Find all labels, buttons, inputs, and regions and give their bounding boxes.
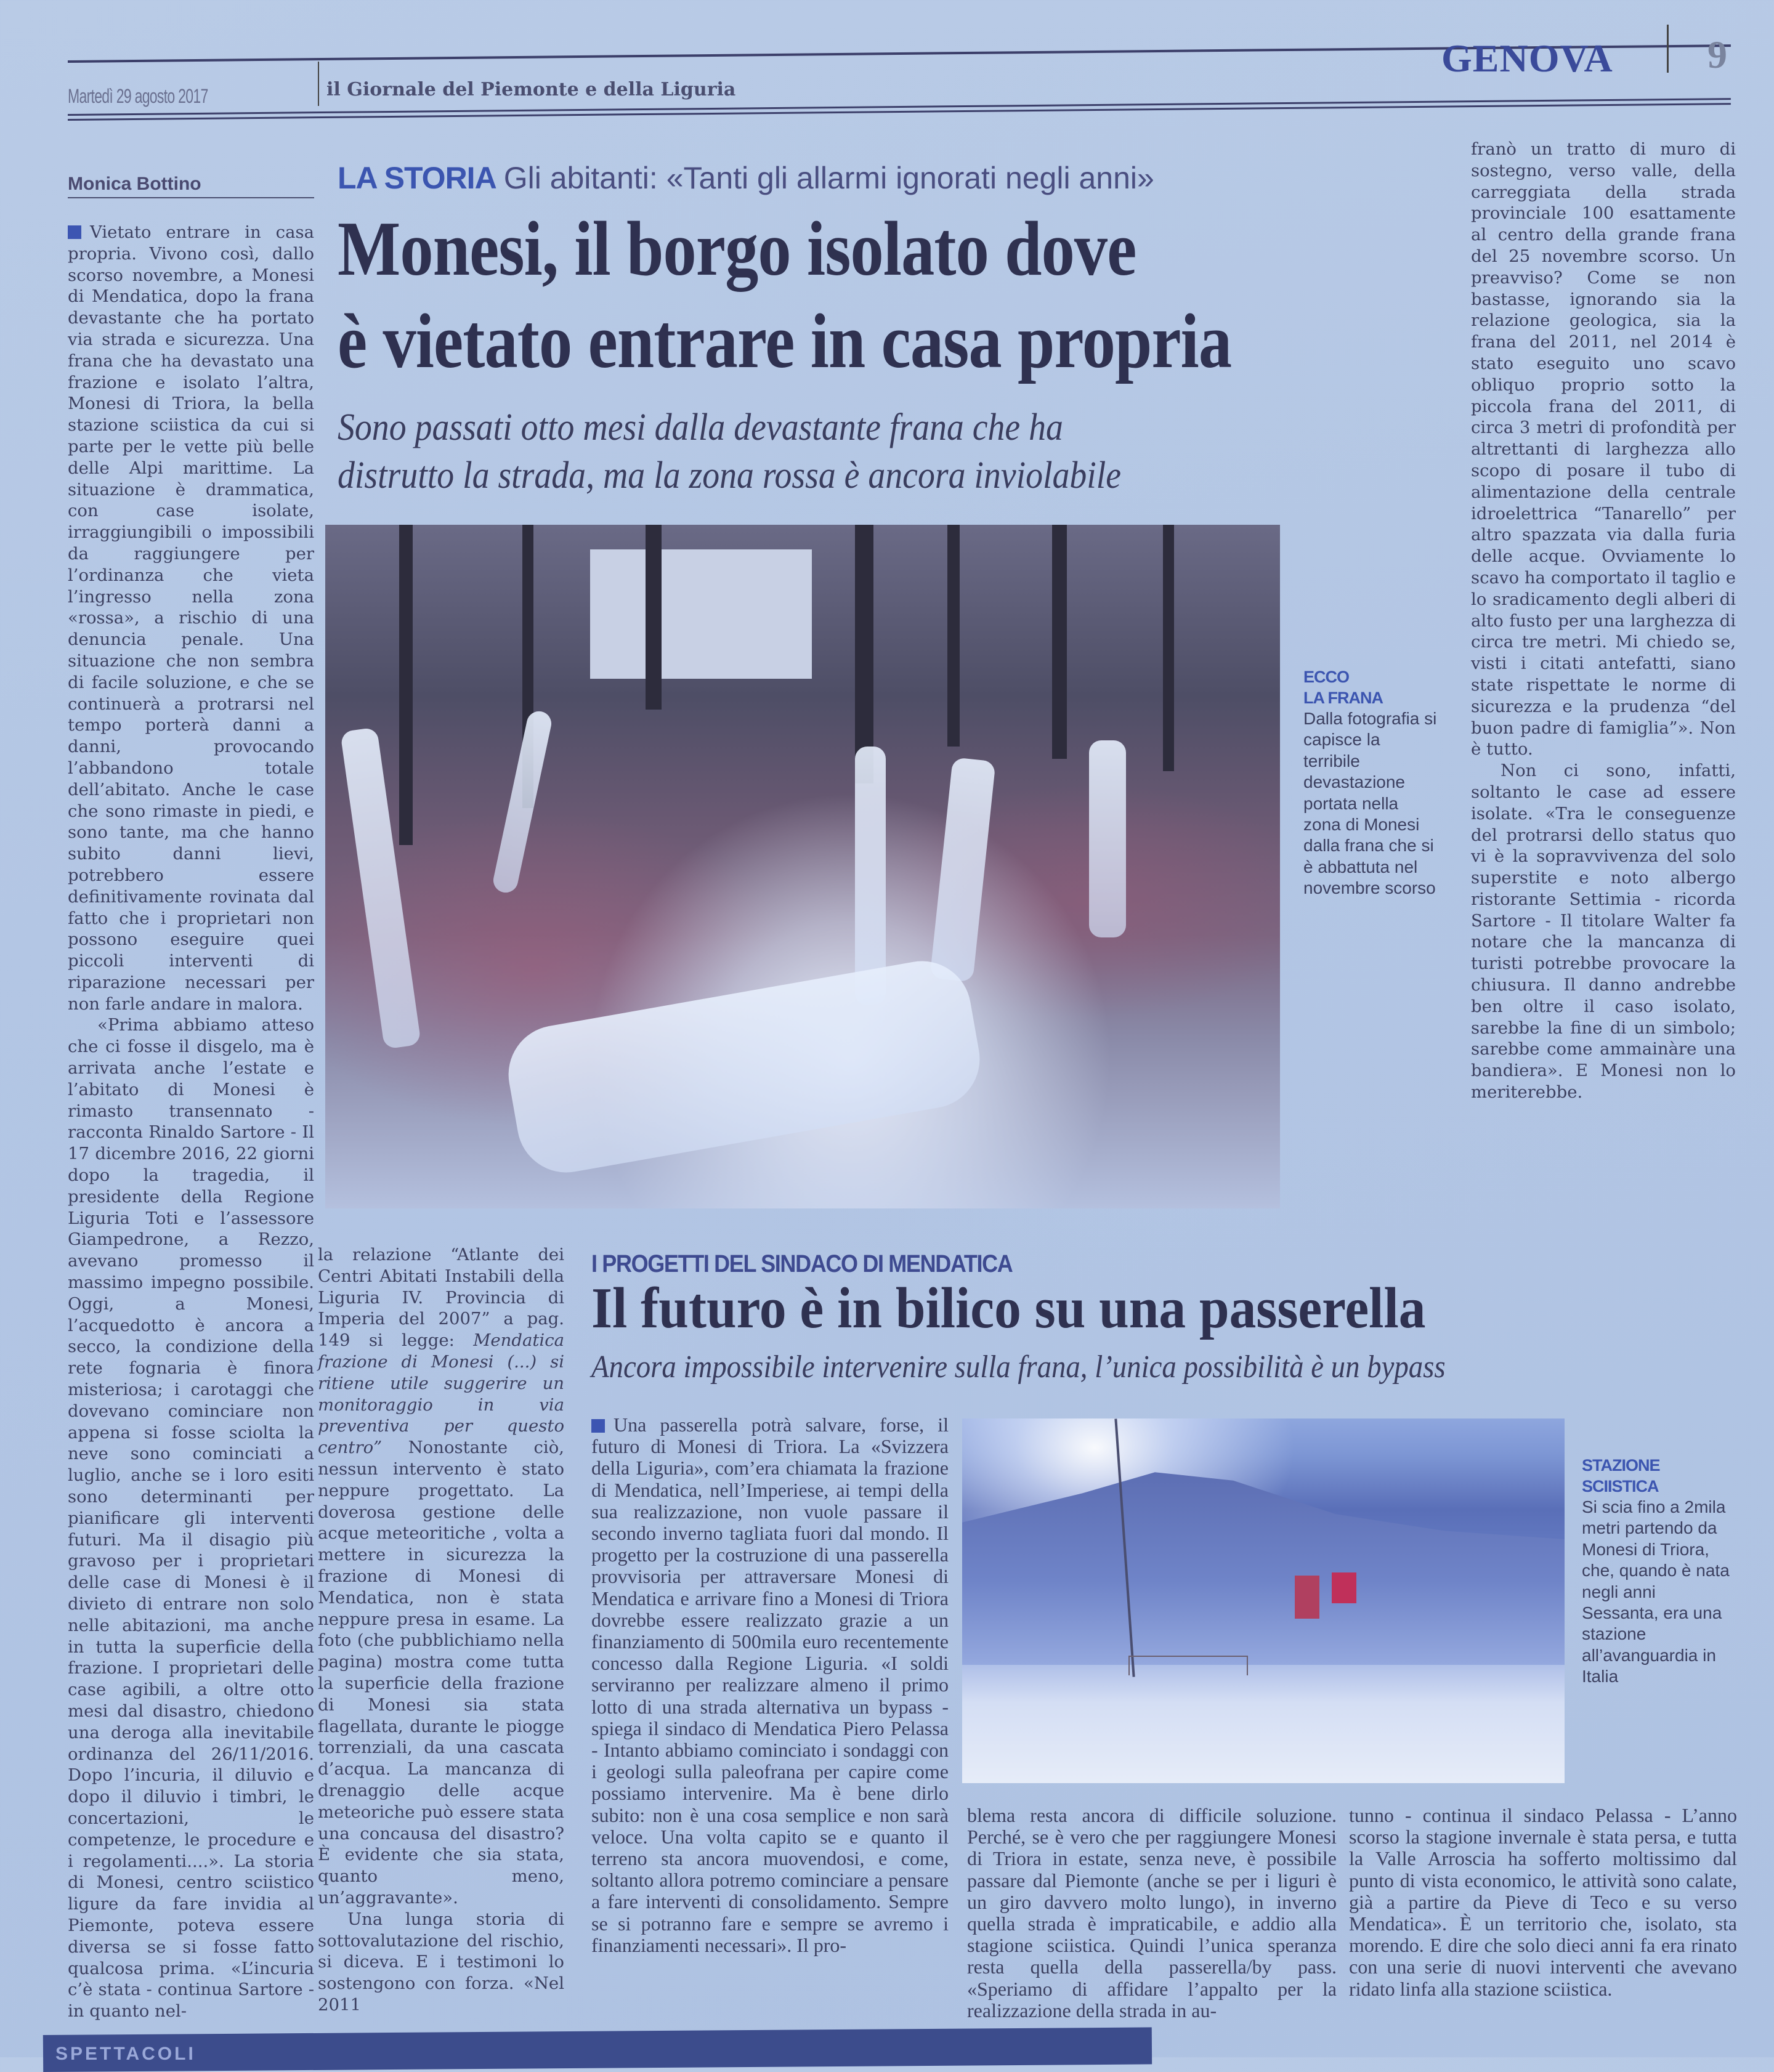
kicker-label: LA STORIA xyxy=(338,161,496,195)
photo-fence xyxy=(1128,1656,1248,1675)
newspaper-name: il Giornale del Piemonte e della Liguria xyxy=(326,79,736,100)
landslide-photo xyxy=(325,525,1280,1208)
photo-tree xyxy=(947,525,960,747)
photo-lift-station xyxy=(1295,1576,1319,1619)
article1-column-right xyxy=(1471,139,1736,1103)
photo-waterfall xyxy=(1089,740,1126,937)
article2-subhead: Ancora impossibile intervenire sulla frana, l’unica possibilità è un bypass xyxy=(591,1350,1446,1385)
subhead-line-1: Sono passati otto mesi dalla devastante frana che ha xyxy=(338,407,1063,448)
headline-line-1: Monesi, il borgo isolato dove xyxy=(338,206,1136,292)
photo-waterfall xyxy=(930,757,995,982)
page-number-divider xyxy=(1667,25,1669,73)
photo-tree xyxy=(646,525,662,710)
next-section-banner xyxy=(43,2027,1152,2072)
article2-column-1 xyxy=(591,1414,949,1956)
article1-subhead xyxy=(338,403,1391,500)
article2-headline: Il futuro è in bilico su una passerella xyxy=(591,1276,1426,1340)
kicker-text: Gli abitanti: «Tanti gli allarmi ignorati negli anni» xyxy=(503,161,1154,195)
quoted-report: Mendatica frazione di Monesi (...) si ritiene utile suggerire un monitoraggio in via preventiva per questo centro” xyxy=(318,1330,564,1458)
ski-station-photo xyxy=(962,1418,1565,1783)
photo-torrent xyxy=(501,953,987,1180)
caption-title: LA FRANA xyxy=(1303,689,1383,707)
byline: Monica Bottino xyxy=(68,174,314,198)
caption-title: SCIISTICA xyxy=(1582,1477,1659,1495)
photo-tree xyxy=(1052,525,1067,759)
photo-tree xyxy=(855,525,873,783)
photo-tree xyxy=(1163,525,1174,771)
section-title: GENOVA xyxy=(1441,36,1613,80)
page-number: 9 xyxy=(1707,33,1727,76)
issue-date: Martedì 29 agosto 2017 xyxy=(68,85,208,107)
landslide-photo-caption xyxy=(1303,666,1439,899)
photo-mountain xyxy=(962,1455,1565,1665)
paragraph: tunno - continua il sindaco Pelassa - L’anno scorso la stagione invernale è stata persa, e tutta la Valle Arroscia ha sofferto moltissimo dal punto di vista economico, le attività sono calate, già a partire da Pieve di Teco e su verso Mendatica». È un territorio che, isolato, sta morendo. E dire che solo dieci anni fa era rinato con una serie di nuovi interventi che avevano ridato linfa alla stazione sciistica. xyxy=(1349,1804,1737,2000)
article1-headline xyxy=(338,203,1291,388)
photo-tree xyxy=(399,525,413,845)
article1-kicker xyxy=(338,160,1154,196)
article1-column-left xyxy=(68,222,314,2022)
paragraph-bullet-icon xyxy=(591,1419,605,1433)
subhead-line-2: distrutto la strada, ma la zona rossa è ancora inviolabile xyxy=(338,455,1122,496)
caption-text: Dalla fotografia si capisce la terribile devastazione portata nella zona di Monesi dalla frana che si è abbattuta nel novembre scorso xyxy=(1303,709,1437,898)
paragraph-bullet-icon xyxy=(68,225,81,239)
paragraph: «Prima abbiamo atteso che ci fosse il disgelo, ma è arrivata anche l’estate e l’abitato di Monesi è rimasto transennato - racconta Rinaldo Sartore - Il 17 dicembre 2016, 22 giorni dopo la tragedia, il presidente della Regione Liguria Toti e l’assessore Giampedrone, a Rezzo, avevano promesso il massimo impegno possibile. Oggi, a Monesi, l’acquedotto è ancora a secco, la condizione della rete fognaria è finora misteriosa; i carotaggi che dovevano cominciare non appena si fosse sciolta la neve sono cominciati a luglio, anche se i loro esiti sono determinanti per pianificare gli interventi futuri. Ma il disagio più gravoso per i proprietari delle case di Monesi è il divieto di entrare non solo nelle abitazioni, ma anche in tutta la superficie della frazione. I proprietari delle case agibili, a oltre otto mesi dal disastro, chiedono una deroga alla inevitabile ordinanza del 26/11/2016. Dopo l’incuria, il diluvio e dopo il diluvio i timbri, le concertazioni, le competenze, le procedure e i regolamenti....». La storia di Monesi, centro sciistico ligure da fare invidia al Piemonte, poteva essere diversa se si fosse fatto qualcosa prima. «L’incuria c’è stata - continua Sartore - in quanto nel- xyxy=(68,1015,314,2021)
article2-kicker: I PROGETTI DEL SINDACO DI MENDATICA xyxy=(591,1250,1013,1277)
photo-hut xyxy=(1332,1572,1356,1603)
paragraph: franò un tratto di muro di sostegno, verso valle, della carreggiata della strada provinciale 100 esattamente al centro della grande frana del 25 novembre scorso. Un preavviso? Come se non bastasse, ignorando sia la relazione geologica, sia la frana del 2011, nel 2014 è stato eseguito uno scavo obliquo proprio sotto la piccola frana del 2011, di circa 3 metri di profondità per altrettanti di larghezza allo scopo di posare il tubo di alimentazione della centrale idroelettrica “Tanarello” per altro spazzata via dalla furia delle acque. Ovviamente lo scavo ha comportato il taglio e lo sradicamento degli alberi di alto fusto per una larghezza di circa tre metri. Mi chiedo se, visti i citati antefatti, siano state rispettate le norme di sicurezza e la prudenza “del buon padre di famiglia”». Non è tutto. xyxy=(1471,139,1736,759)
paragraph: blema resta ancora di difficile soluzione. Perché, se è vero che per raggiungere Monesi di Triora in estate, senza neve, è possibile passare dal Piemonte (anche se per i liguri è un giro davvero molto lungo), in inverno quella strada è impraticabile, e addio alla stagione sciistica. Quindi l’unica speranza resta quella della passerella/by pass. «Speriamo di affidare l’appalto per la realizzazione della strada in au- xyxy=(967,1804,1337,2021)
next-section-label: SPETTACOLI xyxy=(55,2044,196,2064)
caption-title: ECCO xyxy=(1303,668,1350,686)
paragraph: Una passerella potrà salvare, forse, il futuro di Monesi di Triora. La «Svizzera della Liguria», com’era chiamata la frazione di Mendatica, nell’Imperiese, ai tempi della sua realizzazione, non vuole passare il secondo inverno tagliata fuori dal mondo. Il progetto per la costruzione di una passerella provvisoria per attraversare Monesi di Mendatica e arrivare fino a Monesi di Triora dovrebbe essere realizzato grazie a un finanziamento di 500mila euro recentemente concesso dalla Regione Liguria. «I soldi serviranno per realizzare almeno il primo lotto di una strada alternativa un bypass - spiega il sindaco di Mendatica Piero Pelassa - Intanto abbiamo cominciato i sondaggi con i geologi sulla paleofrana per capire come possiamo intervenire. Ma è bene dirlo subito: non è una cosa semplice e non sarà veloce. Una volta capito se e quanto il terreno sta ancora muovendosi, e come, soltanto allora potremo cominciare a pensare a fare interventi di consolidamento. Sempre se si potranno fare e sempre se avremo i finanziamenti necessari». Il pro- xyxy=(591,1414,949,1956)
paragraph: Una lunga storia di sottovalutazione del rischio, si diceva. E i testimoni lo sostengono con forza. «Nel 2011 xyxy=(318,1909,564,2015)
paragraph: la relazione “Atlante dei Centri Abitati Instabili della Liguria IV. Provincia di Imperia del 2007” a pag. 149 si legge: Mendatica frazione di Monesi (...) si ritiene utile suggerire un monitoraggio in via preventiva per questo centro” Nonostante ciò, nessun intervento è stato neppure progettato. La doverosa gestione delle acque meteoritiche , volta a mettere in sicurezza la frazione di Monesi di Mendatica, non è stata neppure presa in esame. La foto (che pubblichiamo nella pagina) mostra come tutta la superficie della frazione di Monesi sia stata flagellata, durante le piogge torrenziali, da una cascata d’acqua. La mancanza di drenaggio delle acque meteoriche può essere stata una concausa del disastro? È evidente che sia stata, quanto meno, un’aggravante». xyxy=(318,1245,564,1908)
photo-waterfall xyxy=(855,747,886,1005)
photo-house xyxy=(590,549,812,679)
paragraph: Non ci sono, infatti, soltanto le case ad essere isolate. «Tra le conseguenze del protrarsi dello status quo vi è la sopravvivenza del solo superstite e noto albergo ristorante Settimia - ricorda Sartore - Il titolare Walter fa notare che la mancanza di turisti potrebbe provocare la chiusura. Il danno andrebbe ben oltre il caso isolato, sarebbe la fine di un simbolo; sarebbe come ammainàre una bandiera». E Monesi non lo meriterebbe. xyxy=(1471,761,1736,1103)
caption-title: STAZIONE xyxy=(1582,1456,1660,1475)
caption-text: Si scia fino a 2mila metri partendo da Monesi di Triora, che, quando è nata negli anni Sessanta, era una stazione all’avanguardia in Italia xyxy=(1582,1497,1730,1686)
paragraph: Vietato entrare in casa propria. Vivono così, dallo scorso novembre, a Monesi di Mendatica, dopo la frana devastante che ha portato via strada e sicurezza. Una frana che ha devastato una frazione e isolato l’altra, Monesi di Triora, la bella stazione sciistica da cui si parte per le vette più belle delle Alpi marittime. La situazione è drammatica, con case isolate, irraggiungibili o impossibili da raggiungere per l’ordinanza che vieta l’ingresso nella zona «rossa», a rischio di una denuncia penale. Una situazione che non sembra di facile soluzione, e che se continuerà a protrarsi nel tempo porterà danni a danni, provocando l’abbandono totale dell’abitato. Anche le case che sono rimaste in piedi, e sono tante, ma che hanno subito danni lievi, potrebbero essere definitivamente rovinata dal fatto che i proprietari non possono eseguire quei piccoli interventi di riparazione necessari per non farle andare in malora. xyxy=(68,222,314,1014)
article1-column-middle xyxy=(318,1244,564,2016)
article2-column-3 xyxy=(1349,1805,1737,2000)
ski-station-photo-caption xyxy=(1582,1455,1736,1688)
headline-line-2: è vietato entrare in casa propria xyxy=(338,299,1232,384)
article2-column-2 xyxy=(967,1805,1337,2021)
masthead-divider xyxy=(318,62,319,106)
